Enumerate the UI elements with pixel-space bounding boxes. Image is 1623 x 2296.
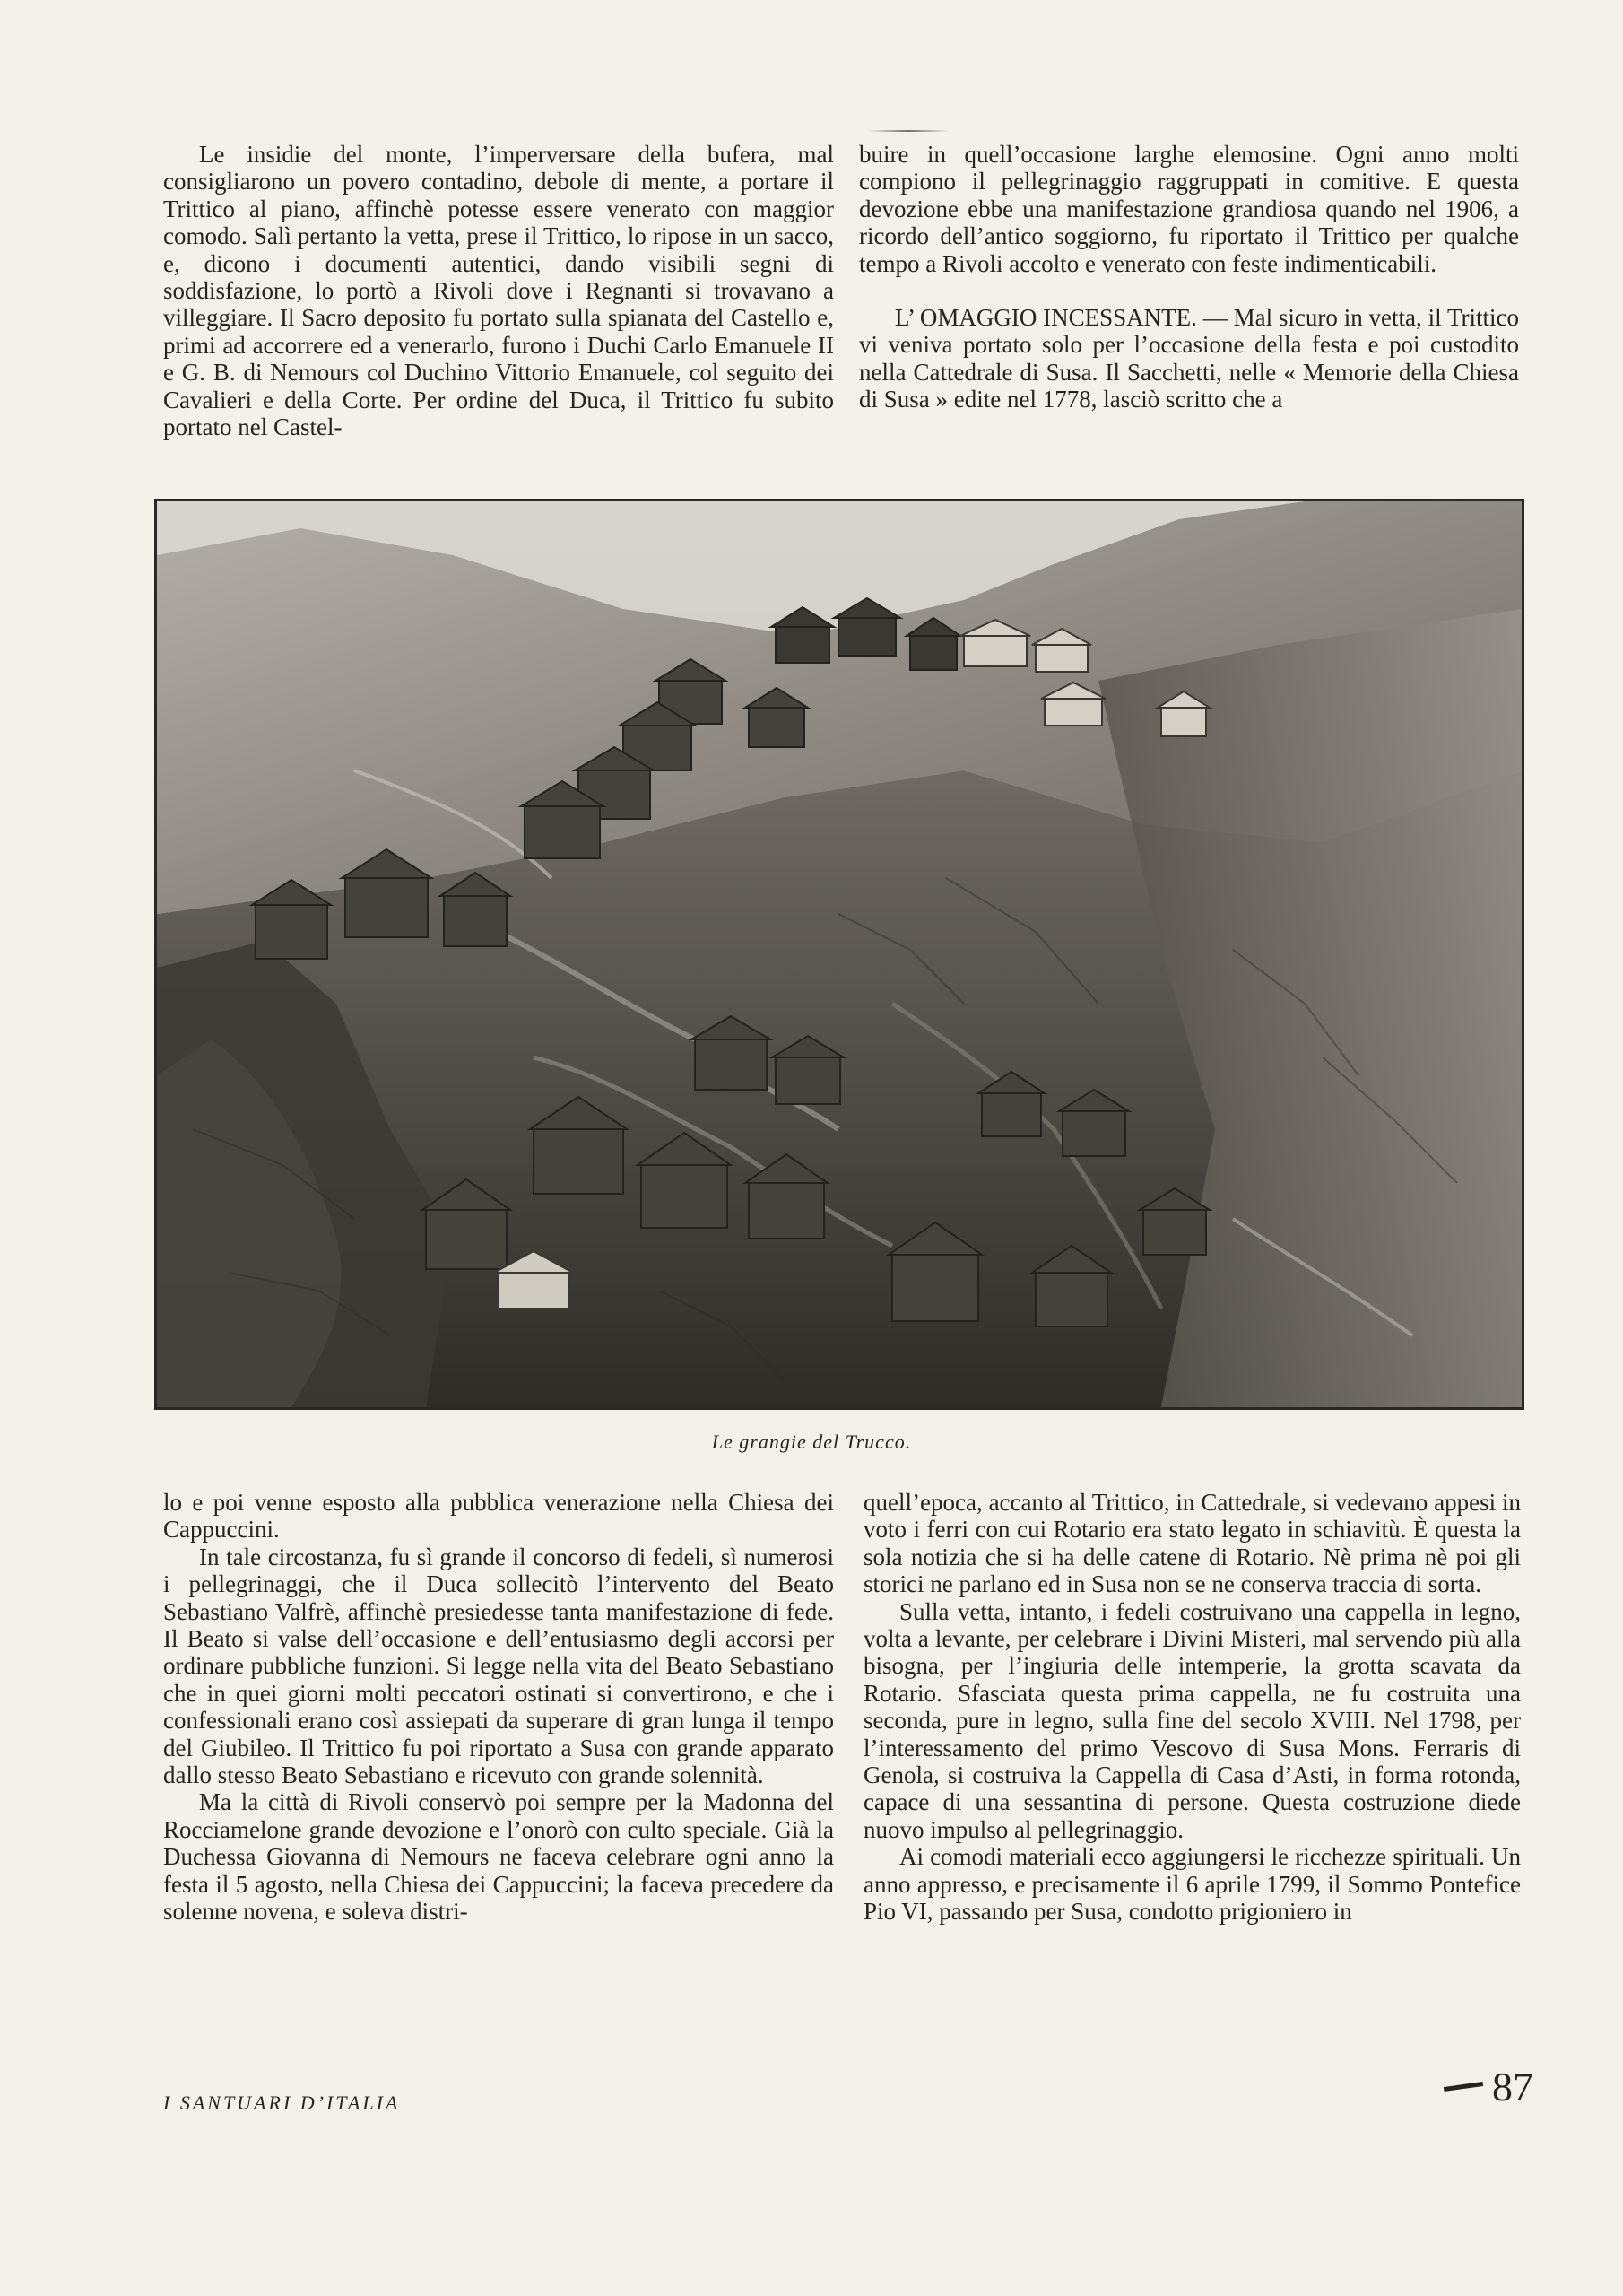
text-column-bottom-right bbox=[864, 1489, 1521, 1926]
paragraph: Ma la città di Rivoli conservò poi sempre per la Madonna del Rocciamelone grande devozione e l’onorò con culto speciale. Già la Duchessa Giovanna di Nemours ne faceva celebrare ogni anno la festa il 5 agosto, nella Chiesa dei Cappuccini; la faceva precedere da solenne novena, e soleva distri- bbox=[163, 1788, 834, 1926]
photo-caption: Le grangie del Trucco. bbox=[711, 1431, 912, 1453]
section-heading-paragraph: L’ OMAGGIO INCESSANTE. — Mal sicuro in vetta, il Trittico vi veniva portato solo per l’occasione della festa e poi custodito nella Cattedrale di Susa. Il Sacchetti, nelle « Memorie della Chiesa di Susa » edite nel 1778, lasciò scritto che a bbox=[859, 304, 1519, 413]
paragraph: buire in quell’occasione larghe elemosine. Ogni anno molti compiono il pellegrinaggio raggruppati in comitive. E questa devozione ebbe una manifestazione grandiosa quando nel 1906, a ricordo dell’antico soggiorno, fu riportato il Trittico per qualche tempo a Rivoli accolto e venerato con feste indimenticabili. bbox=[859, 141, 1519, 277]
page-number-block bbox=[1444, 2063, 1533, 2110]
photo-illustration bbox=[157, 501, 1522, 1407]
text-column-top-right bbox=[859, 141, 1519, 413]
publication-name: I SANTUARI D’ITALIA bbox=[163, 2092, 401, 2114]
page-number: 87 bbox=[1492, 2064, 1533, 2109]
mountain-village-photo bbox=[154, 499, 1524, 1410]
paragraph: Ai comodi materiali ecco aggiungersi le ricchezze spirituali. Un anno appresso, e precisamente il 6 aprile 1799, il Sommo Pontefice Pio VI, passando per Susa, condotto prigioniero in bbox=[864, 1843, 1521, 1926]
text-column-top-left bbox=[163, 141, 834, 440]
paragraph: Sulla vetta, intanto, i fedeli costruivano una cappella in legno, volta a levante, per celebrare i Divini Misteri, mal servendo più alla bisogna, per l’ingiuria delle intemperie, la grotta scavata da Rotario. Sfasciata questa prima cappella, ne fu costruita una seconda, pure in legno, sulla fine del secolo XVIII. Nel 1798, per l’interessamento del primo Vescovo di Susa Mons. Ferraris di Genola, si costruiva la Cappella di Casa d’Asti, in forma rotonda, capace di una sessantina di persone. Questa costruzione diede nuovo impulso al pellegrinaggio. bbox=[864, 1597, 1521, 1843]
text-column-bottom-left bbox=[163, 1489, 834, 1926]
paragraph: Le insidie del monte, l’imperversare della bufera, mal consigliarono un povero contadino, debole di mente, a portare il Trittico al piano, affinchè potesse essere venerato con maggior comodo. Salì pertanto la vetta, prese il Trittico, lo ripose in un sacco, e, dicono i documenti autentici, dando visibili segni di soddisfazione, lo portò a Rivoli dove i Regnanti si trovavano a villeggiare. Il Sacro deposito fu portato sulla spianata del Castello e, primi ad accorrere ed a venerarlo, furono i Duchi Carlo Emanuele II e G. B. di Nemours col Duchino Vittorio Emanuele, col seguito dei Cavalieri e della Corte. Per ordine del Duca, il Trittico fu subito portato nel Castel- bbox=[163, 141, 834, 441]
paragraph: quell’epoca, accanto al Trittico, in Cattedrale, si vedevano appesi in voto i ferri con cui Rotario era stato legato in schiavitù. È questa la sola notizia che si ha delle catene di Rotario. Nè prima nè poi gli storici ne parlano ed in Susa non se ne conserva traccia di sorta. bbox=[864, 1489, 1521, 1598]
paragraph: In tale circostanza, fu sì grande il concorso di fedeli, sì numerosi i pellegrinaggi, che il Duca sollecitò l’intervento del Beato Sebastiano Valfrè, affinchè presiedesse tanta manifestazione di fede. Il Beato si valse dell’occasione e dell’entusiasmo degli accorsi per ordinare pubbliche funzioni. Si legge nella vita del Beato Sebastiano che in quei giorni molti peccatori ostinati si convertirono, e che i confessionali erano così assiepati da superare di gran lunga il tempo del Giubileo. Il Trittico fu poi riportato a Susa con grande apparato dallo stesso Beato Sebastiano e ricevuto con grande solennità. bbox=[163, 1543, 834, 1789]
dash-mark bbox=[1444, 2082, 1483, 2092]
ink-mark bbox=[868, 130, 949, 132]
paragraph: lo e poi venne esposto alla pubblica venerazione nella Chiesa dei Cappuccini. bbox=[163, 1489, 834, 1544]
